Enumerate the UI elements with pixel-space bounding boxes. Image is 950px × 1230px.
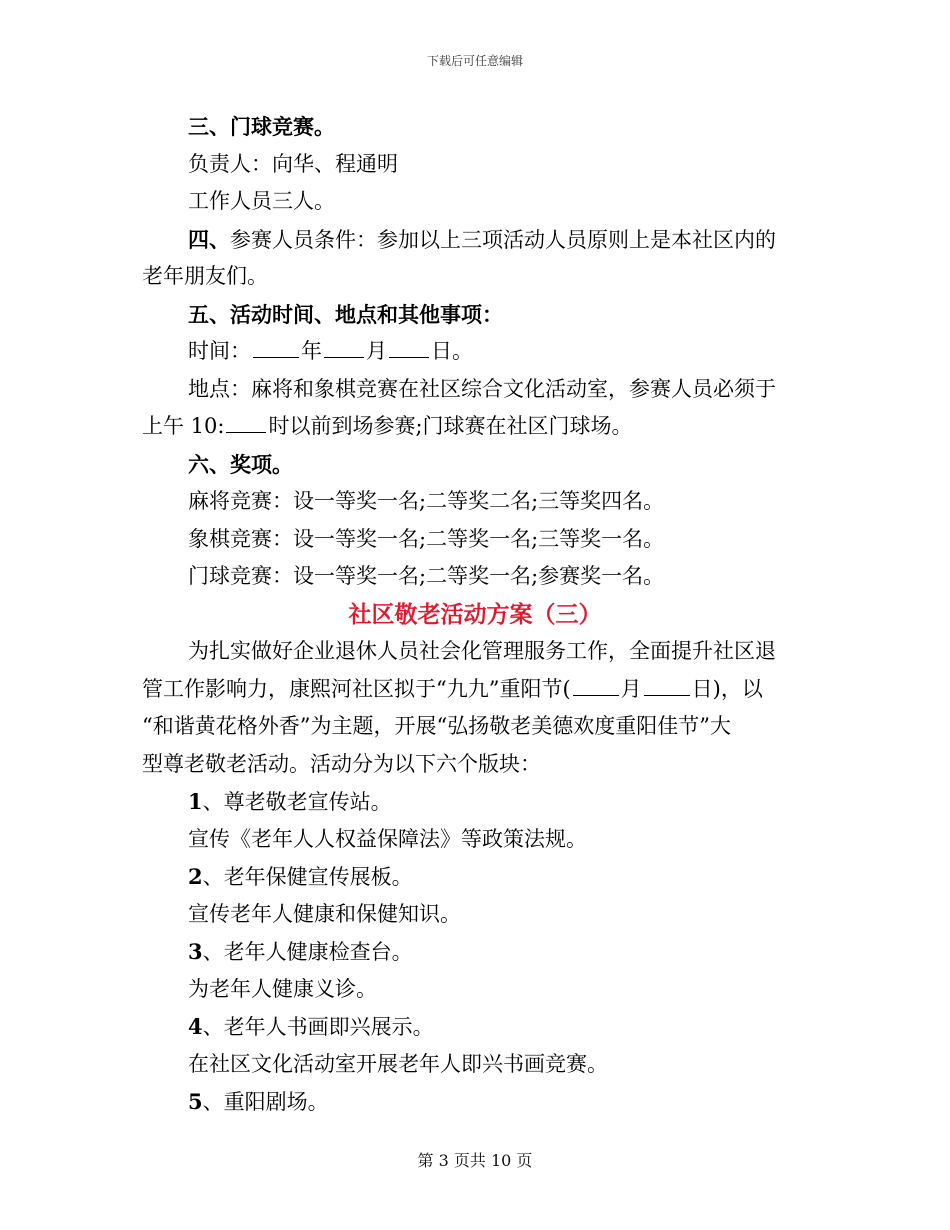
section4-number: 四、 bbox=[188, 226, 230, 252]
section6-heading: 六、奖项。 bbox=[188, 451, 293, 477]
item1-title: 、尊老敬老宣传站。 bbox=[202, 790, 392, 814]
plan3-title: 社区敬老活动方案（三） bbox=[348, 600, 602, 628]
item3-description: 为老年人健康义诊。 bbox=[188, 976, 377, 1001]
item5-heading bbox=[142, 1083, 808, 1121]
section3-staff: 工作人员三人。 bbox=[188, 189, 335, 213]
section3-heading bbox=[142, 108, 808, 146]
month-blank bbox=[324, 335, 364, 358]
place-time-suffix: 时以前到场参赛;门球赛在社区门球场。 bbox=[268, 414, 633, 438]
section5-place-continuation bbox=[142, 408, 808, 446]
item1-number: 1 bbox=[188, 789, 203, 814]
year-label: 年 bbox=[301, 339, 322, 363]
award-gateball: 门球竞赛：设一等奖一名;二等奖一名;参赛奖一名。 bbox=[188, 564, 665, 588]
section5-time bbox=[142, 333, 808, 371]
section5-heading: 五、活动时间、地点和其他事项： bbox=[188, 301, 503, 327]
section4-text: 参赛人员条件：参加以上三项活动人员原则上是本社区内的 bbox=[230, 227, 776, 252]
item3-number: 3 bbox=[188, 939, 203, 964]
item2-description: 宣传老年人健康和保健知识。 bbox=[188, 901, 461, 926]
time-label: 时间： bbox=[188, 339, 251, 363]
year-blank bbox=[253, 335, 299, 358]
item2-title: 、老年保健宣传展板。 bbox=[202, 865, 413, 889]
item2-number: 2 bbox=[188, 864, 203, 889]
award-mahjong: 麻将竞赛：设一等奖一名;二等奖二名;三等奖四名。 bbox=[188, 489, 665, 513]
item3-heading bbox=[142, 933, 808, 971]
section3-owner: 负责人：向华、程通明 bbox=[188, 151, 398, 176]
item4-description: 在社区文化活动室开展老年人即兴书画竞赛。 bbox=[188, 1051, 608, 1076]
intro-line2-start: 管工作影响力，康熙河社区拟于“九九”重阳节( bbox=[142, 676, 571, 701]
item1-heading bbox=[142, 783, 808, 821]
intro-line2-end: 日)，以 bbox=[691, 676, 763, 701]
item5-number: 5 bbox=[188, 1089, 203, 1114]
festival-month-blank bbox=[573, 673, 619, 696]
item4-number: 4 bbox=[188, 1014, 203, 1039]
hour-blank bbox=[226, 410, 266, 433]
document-body bbox=[142, 108, 808, 1121]
plan3-intro-line1: 为扎实做好企业退休人员社会化管理服务工作，全面提升社区退 bbox=[188, 639, 776, 663]
day-blank bbox=[389, 335, 429, 358]
day-label: 日。 bbox=[431, 339, 473, 363]
section3-number: 三、 bbox=[188, 114, 230, 139]
item1-description: 宣传《老年人人权益保障法》等政策法规。 bbox=[188, 826, 587, 851]
section5-place: 地点：麻将和象棋竞赛在社区综合文化活动室，参赛人员必须于 bbox=[188, 376, 776, 401]
section4-line bbox=[142, 221, 808, 259]
page-number-footer: 第 3 页共 10 页 bbox=[417, 1151, 533, 1170]
item4-title: 、老年人书画即兴展示。 bbox=[202, 1015, 434, 1039]
page-header-note: 下载后可任意编辑 bbox=[426, 54, 523, 68]
plan3-intro-line2 bbox=[142, 671, 808, 709]
section3-title: 门球竞赛。 bbox=[230, 114, 335, 139]
plan3-intro-line4: 型尊老敬老活动。活动分为以下六个版块： bbox=[142, 751, 541, 776]
item2-heading bbox=[142, 858, 808, 896]
place-time-prefix: 上午 10: bbox=[142, 414, 225, 438]
item3-title: 、老年人健康检查台。 bbox=[202, 940, 413, 964]
item4-heading bbox=[142, 1008, 808, 1046]
month-label: 月 bbox=[366, 339, 387, 363]
intro-line2-month: 月 bbox=[620, 676, 642, 701]
festival-day-blank bbox=[644, 673, 690, 696]
award-chess: 象棋竞赛：设一等奖一名;二等奖一名;三等奖一名。 bbox=[188, 526, 665, 551]
section4-continuation: 老年朋友们。 bbox=[142, 264, 268, 288]
item5-title: 、重阳剧场。 bbox=[202, 1090, 329, 1114]
plan3-intro-line3: “和谐黄花格外香”为主题，开展“弘扬敬老美德欢度重阳佳节”大 bbox=[142, 714, 731, 738]
